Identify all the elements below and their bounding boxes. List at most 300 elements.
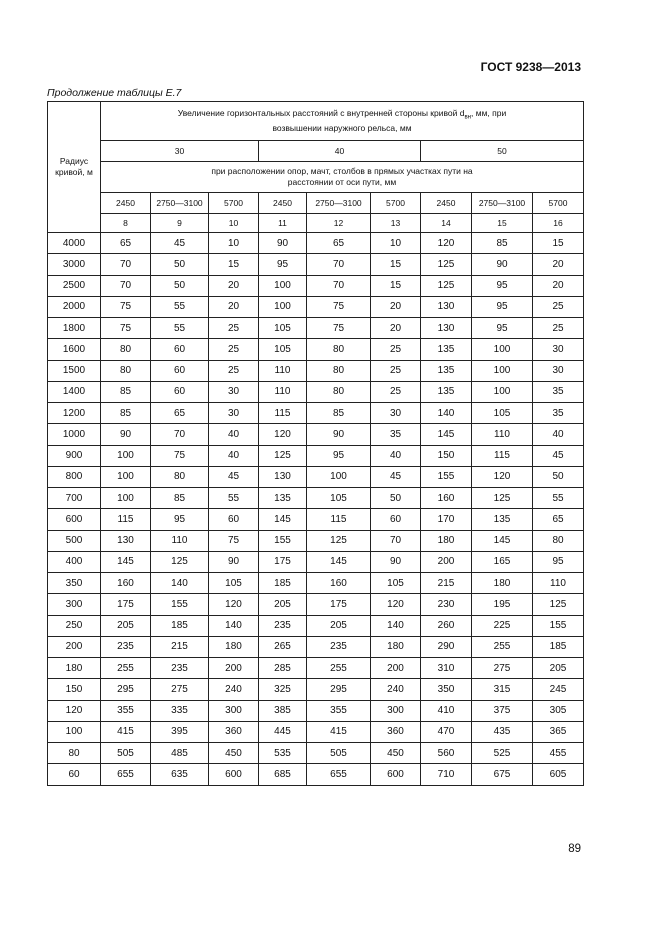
value-cell: 60 bbox=[151, 339, 209, 360]
radius-cell: 500 bbox=[48, 530, 101, 551]
table-row bbox=[48, 509, 584, 530]
value-cell: 75 bbox=[307, 296, 371, 317]
value-cell: 215 bbox=[421, 573, 472, 594]
data-table bbox=[47, 101, 584, 786]
distance-cell: 2450 bbox=[421, 193, 472, 214]
table-row bbox=[48, 488, 584, 509]
value-cell: 100 bbox=[101, 466, 151, 487]
value-cell: 130 bbox=[101, 530, 151, 551]
value-cell: 70 bbox=[307, 275, 371, 296]
table-row bbox=[48, 445, 584, 466]
value-cell: 125 bbox=[472, 488, 533, 509]
distance-cell: 2450 bbox=[101, 193, 151, 214]
value-cell: 165 bbox=[472, 551, 533, 572]
value-cell: 235 bbox=[101, 636, 151, 657]
value-cell: 415 bbox=[307, 721, 371, 742]
distance-cell: 5700 bbox=[371, 193, 421, 214]
table-row bbox=[48, 530, 584, 551]
value-cell: 100 bbox=[472, 360, 533, 381]
value-cell: 410 bbox=[421, 700, 472, 721]
value-cell: 15 bbox=[371, 254, 421, 275]
value-cell: 95 bbox=[472, 296, 533, 317]
value-cell: 200 bbox=[371, 658, 421, 679]
table-row bbox=[48, 318, 584, 339]
value-cell: 225 bbox=[472, 615, 533, 636]
value-cell: 235 bbox=[151, 658, 209, 679]
value-cell: 40 bbox=[209, 445, 259, 466]
radius-header-cell bbox=[48, 102, 101, 233]
value-cell: 30 bbox=[371, 403, 421, 424]
table-row bbox=[48, 275, 584, 296]
distance-row bbox=[48, 193, 584, 214]
radius-cell: 1200 bbox=[48, 403, 101, 424]
value-cell: 110 bbox=[533, 573, 584, 594]
value-cell: 30 bbox=[533, 360, 584, 381]
table-row bbox=[48, 679, 584, 700]
value-cell: 55 bbox=[151, 318, 209, 339]
value-cell: 55 bbox=[533, 488, 584, 509]
value-cell: 150 bbox=[421, 445, 472, 466]
value-cell: 85 bbox=[307, 403, 371, 424]
value-cell: 710 bbox=[421, 764, 472, 785]
distance-cell: 5700 bbox=[209, 193, 259, 214]
value-cell: 160 bbox=[307, 573, 371, 594]
value-cell: 120 bbox=[371, 594, 421, 615]
value-cell: 65 bbox=[307, 233, 371, 254]
value-cell: 95 bbox=[472, 275, 533, 296]
value-cell: 155 bbox=[421, 466, 472, 487]
value-cell: 110 bbox=[259, 360, 307, 381]
value-cell: 65 bbox=[101, 233, 151, 254]
value-cell: 85 bbox=[151, 488, 209, 509]
value-cell: 180 bbox=[209, 636, 259, 657]
value-cell: 40 bbox=[209, 424, 259, 445]
value-cell: 50 bbox=[151, 254, 209, 275]
value-cell: 265 bbox=[259, 636, 307, 657]
value-cell: 130 bbox=[421, 318, 472, 339]
elevation-row bbox=[48, 141, 584, 162]
value-cell: 95 bbox=[307, 445, 371, 466]
value-cell: 450 bbox=[209, 743, 259, 764]
value-cell: 275 bbox=[472, 658, 533, 679]
value-cell: 140 bbox=[209, 615, 259, 636]
table-row bbox=[48, 403, 584, 424]
value-cell: 135 bbox=[421, 339, 472, 360]
value-cell: 675 bbox=[472, 764, 533, 785]
value-cell: 180 bbox=[472, 573, 533, 594]
radius-cell: 1800 bbox=[48, 318, 101, 339]
value-cell: 70 bbox=[371, 530, 421, 551]
value-cell: 135 bbox=[421, 360, 472, 381]
value-cell: 60 bbox=[371, 509, 421, 530]
value-cell: 75 bbox=[151, 445, 209, 466]
value-cell: 275 bbox=[151, 679, 209, 700]
value-cell: 295 bbox=[101, 679, 151, 700]
value-cell: 105 bbox=[259, 318, 307, 339]
value-cell: 20 bbox=[371, 296, 421, 317]
value-cell: 80 bbox=[307, 381, 371, 402]
value-cell: 145 bbox=[101, 551, 151, 572]
value-cell: 600 bbox=[209, 764, 259, 785]
radius-cell: 150 bbox=[48, 679, 101, 700]
radius-cell: 3000 bbox=[48, 254, 101, 275]
main-header-text bbox=[101, 108, 583, 135]
radius-cell: 800 bbox=[48, 466, 101, 487]
distance-cell: 2750—3100 bbox=[307, 193, 371, 214]
table-row bbox=[48, 233, 584, 254]
value-cell: 200 bbox=[209, 658, 259, 679]
value-cell: 15 bbox=[533, 233, 584, 254]
value-cell: 50 bbox=[533, 466, 584, 487]
value-cell: 65 bbox=[151, 403, 209, 424]
value-cell: 450 bbox=[371, 743, 421, 764]
value-cell: 80 bbox=[307, 339, 371, 360]
value-cell: 100 bbox=[307, 466, 371, 487]
radius-cell: 4000 bbox=[48, 233, 101, 254]
value-cell: 50 bbox=[371, 488, 421, 509]
table-row bbox=[48, 764, 584, 785]
column-number-row bbox=[48, 214, 584, 233]
value-cell: 655 bbox=[101, 764, 151, 785]
value-cell: 90 bbox=[259, 233, 307, 254]
value-cell: 135 bbox=[259, 488, 307, 509]
value-cell: 140 bbox=[371, 615, 421, 636]
value-cell: 185 bbox=[533, 636, 584, 657]
value-cell: 135 bbox=[421, 381, 472, 402]
table-row bbox=[48, 573, 584, 594]
radius-cell: 2000 bbox=[48, 296, 101, 317]
value-cell: 95 bbox=[151, 509, 209, 530]
table-row bbox=[48, 424, 584, 445]
column-number-cell: 14 bbox=[421, 214, 472, 233]
value-cell: 235 bbox=[307, 636, 371, 657]
value-cell: 125 bbox=[307, 530, 371, 551]
value-cell: 100 bbox=[259, 275, 307, 296]
value-cell: 100 bbox=[101, 488, 151, 509]
value-cell: 175 bbox=[101, 594, 151, 615]
radius-cell: 400 bbox=[48, 551, 101, 572]
value-cell: 355 bbox=[101, 700, 151, 721]
radius-cell: 900 bbox=[48, 445, 101, 466]
value-cell: 95 bbox=[472, 318, 533, 339]
table-row bbox=[48, 296, 584, 317]
value-cell: 140 bbox=[421, 403, 472, 424]
table-row bbox=[48, 636, 584, 657]
value-cell: 45 bbox=[533, 445, 584, 466]
value-cell: 205 bbox=[533, 658, 584, 679]
table-caption: Продолжение таблицы Е.7 bbox=[47, 87, 182, 99]
value-cell: 355 bbox=[307, 700, 371, 721]
value-cell: 445 bbox=[259, 721, 307, 742]
value-cell: 325 bbox=[259, 679, 307, 700]
column-number-cell: 11 bbox=[259, 214, 307, 233]
table-row bbox=[48, 381, 584, 402]
value-cell: 350 bbox=[421, 679, 472, 700]
value-cell: 15 bbox=[209, 254, 259, 275]
value-cell: 105 bbox=[371, 573, 421, 594]
value-cell: 70 bbox=[307, 254, 371, 275]
column-number-cell: 15 bbox=[472, 214, 533, 233]
value-cell: 120 bbox=[472, 466, 533, 487]
value-cell: 230 bbox=[421, 594, 472, 615]
value-cell: 360 bbox=[371, 721, 421, 742]
value-cell: 100 bbox=[472, 381, 533, 402]
value-cell: 110 bbox=[472, 424, 533, 445]
value-cell: 110 bbox=[151, 530, 209, 551]
value-cell: 50 bbox=[151, 275, 209, 296]
column-number-cell: 10 bbox=[209, 214, 259, 233]
value-cell: 235 bbox=[259, 615, 307, 636]
value-cell: 95 bbox=[533, 551, 584, 572]
value-cell: 300 bbox=[371, 700, 421, 721]
value-cell: 55 bbox=[209, 488, 259, 509]
value-cell: 435 bbox=[472, 721, 533, 742]
value-cell: 120 bbox=[259, 424, 307, 445]
value-cell: 40 bbox=[533, 424, 584, 445]
value-cell: 470 bbox=[421, 721, 472, 742]
value-cell: 305 bbox=[533, 700, 584, 721]
radius-cell: 100 bbox=[48, 721, 101, 742]
value-cell: 525 bbox=[472, 743, 533, 764]
radius-cell: 350 bbox=[48, 573, 101, 594]
value-cell: 160 bbox=[421, 488, 472, 509]
value-cell: 185 bbox=[151, 615, 209, 636]
value-cell: 310 bbox=[421, 658, 472, 679]
column-number-cell: 16 bbox=[533, 214, 584, 233]
table-row bbox=[48, 466, 584, 487]
value-cell: 285 bbox=[259, 658, 307, 679]
value-cell: 20 bbox=[533, 254, 584, 275]
value-cell: 120 bbox=[209, 594, 259, 615]
value-cell: 75 bbox=[101, 318, 151, 339]
value-cell: 115 bbox=[101, 509, 151, 530]
value-cell: 25 bbox=[533, 296, 584, 317]
column-number-cell: 9 bbox=[151, 214, 209, 233]
value-cell: 35 bbox=[533, 403, 584, 424]
value-cell: 125 bbox=[533, 594, 584, 615]
main-header-subscript: вн bbox=[464, 114, 471, 121]
value-cell: 145 bbox=[421, 424, 472, 445]
value-cell: 360 bbox=[209, 721, 259, 742]
value-cell: 25 bbox=[209, 339, 259, 360]
value-cell: 145 bbox=[307, 551, 371, 572]
value-cell: 90 bbox=[307, 424, 371, 445]
value-cell: 10 bbox=[209, 233, 259, 254]
value-cell: 290 bbox=[421, 636, 472, 657]
value-cell: 85 bbox=[101, 381, 151, 402]
value-cell: 60 bbox=[151, 360, 209, 381]
table-row bbox=[48, 339, 584, 360]
radius-cell: 80 bbox=[48, 743, 101, 764]
value-cell: 260 bbox=[421, 615, 472, 636]
value-cell: 140 bbox=[151, 573, 209, 594]
position-header-text: при расположении опор, мачт, столбов в прямых участках пути на расстоянии от оси пути, мм bbox=[211, 166, 473, 187]
value-cell: 75 bbox=[209, 530, 259, 551]
main-header-part-1: Увеличение горизонтальных расстояний с внутренней стороны кривой d bbox=[177, 107, 465, 118]
value-cell: 90 bbox=[371, 551, 421, 572]
value-cell: 200 bbox=[421, 551, 472, 572]
value-cell: 125 bbox=[151, 551, 209, 572]
main-header-part-2: , мм, при возвышении наружного рельса, мм bbox=[272, 107, 507, 134]
value-cell: 185 bbox=[259, 573, 307, 594]
value-cell: 25 bbox=[533, 318, 584, 339]
value-cell: 75 bbox=[101, 296, 151, 317]
value-cell: 115 bbox=[472, 445, 533, 466]
distance-cell: 5700 bbox=[533, 193, 584, 214]
value-cell: 85 bbox=[101, 403, 151, 424]
value-cell: 130 bbox=[421, 296, 472, 317]
value-cell: 145 bbox=[259, 509, 307, 530]
value-cell: 80 bbox=[307, 360, 371, 381]
value-cell: 105 bbox=[209, 573, 259, 594]
value-cell: 365 bbox=[533, 721, 584, 742]
value-cell: 240 bbox=[209, 679, 259, 700]
value-cell: 175 bbox=[307, 594, 371, 615]
table-header bbox=[48, 102, 584, 233]
value-cell: 35 bbox=[533, 381, 584, 402]
radius-cell: 600 bbox=[48, 509, 101, 530]
radius-cell: 1500 bbox=[48, 360, 101, 381]
table-row bbox=[48, 615, 584, 636]
value-cell: 505 bbox=[307, 743, 371, 764]
value-cell: 95 bbox=[259, 254, 307, 275]
value-cell: 125 bbox=[421, 254, 472, 275]
elevation-cell: 50 bbox=[421, 141, 584, 162]
value-cell: 130 bbox=[259, 466, 307, 487]
value-cell: 20 bbox=[371, 318, 421, 339]
value-cell: 30 bbox=[209, 403, 259, 424]
value-cell: 685 bbox=[259, 764, 307, 785]
value-cell: 215 bbox=[151, 636, 209, 657]
value-cell: 30 bbox=[209, 381, 259, 402]
value-cell: 485 bbox=[151, 743, 209, 764]
value-cell: 85 bbox=[472, 233, 533, 254]
value-cell: 20 bbox=[209, 296, 259, 317]
value-cell: 70 bbox=[151, 424, 209, 445]
value-cell: 45 bbox=[371, 466, 421, 487]
value-cell: 100 bbox=[472, 339, 533, 360]
value-cell: 10 bbox=[371, 233, 421, 254]
value-cell: 455 bbox=[533, 743, 584, 764]
radius-cell: 60 bbox=[48, 764, 101, 785]
value-cell: 60 bbox=[209, 509, 259, 530]
value-cell: 385 bbox=[259, 700, 307, 721]
radius-cell: 250 bbox=[48, 615, 101, 636]
value-cell: 20 bbox=[209, 275, 259, 296]
value-cell: 115 bbox=[259, 403, 307, 424]
value-cell: 45 bbox=[209, 466, 259, 487]
value-cell: 155 bbox=[151, 594, 209, 615]
value-cell: 535 bbox=[259, 743, 307, 764]
value-cell: 205 bbox=[259, 594, 307, 615]
value-cell: 125 bbox=[259, 445, 307, 466]
value-cell: 110 bbox=[259, 381, 307, 402]
main-header-cell bbox=[101, 102, 584, 141]
value-cell: 245 bbox=[533, 679, 584, 700]
value-cell: 655 bbox=[307, 764, 371, 785]
page-number: 89 bbox=[568, 843, 581, 855]
value-cell: 105 bbox=[472, 403, 533, 424]
radius-cell: 700 bbox=[48, 488, 101, 509]
value-cell: 55 bbox=[151, 296, 209, 317]
value-cell: 115 bbox=[307, 509, 371, 530]
value-cell: 70 bbox=[101, 254, 151, 275]
radius-cell: 1000 bbox=[48, 424, 101, 445]
value-cell: 605 bbox=[533, 764, 584, 785]
value-cell: 415 bbox=[101, 721, 151, 742]
table-row bbox=[48, 594, 584, 615]
value-cell: 105 bbox=[307, 488, 371, 509]
radius-cell: 180 bbox=[48, 658, 101, 679]
radius-cell: 1600 bbox=[48, 339, 101, 360]
value-cell: 315 bbox=[472, 679, 533, 700]
value-cell: 205 bbox=[101, 615, 151, 636]
value-cell: 25 bbox=[209, 360, 259, 381]
value-cell: 15 bbox=[371, 275, 421, 296]
value-cell: 100 bbox=[259, 296, 307, 317]
radius-cell: 120 bbox=[48, 700, 101, 721]
value-cell: 25 bbox=[371, 339, 421, 360]
value-cell: 80 bbox=[151, 466, 209, 487]
value-cell: 195 bbox=[472, 594, 533, 615]
elevation-cell: 40 bbox=[259, 141, 421, 162]
value-cell: 90 bbox=[101, 424, 151, 445]
value-cell: 145 bbox=[472, 530, 533, 551]
value-cell: 40 bbox=[371, 445, 421, 466]
value-cell: 90 bbox=[472, 254, 533, 275]
value-cell: 375 bbox=[472, 700, 533, 721]
value-cell: 635 bbox=[151, 764, 209, 785]
value-cell: 255 bbox=[472, 636, 533, 657]
value-cell: 90 bbox=[209, 551, 259, 572]
table-row bbox=[48, 721, 584, 742]
position-header-cell bbox=[101, 162, 584, 193]
value-cell: 180 bbox=[421, 530, 472, 551]
value-cell: 60 bbox=[151, 381, 209, 402]
value-cell: 155 bbox=[259, 530, 307, 551]
table-row bbox=[48, 700, 584, 721]
value-cell: 80 bbox=[101, 339, 151, 360]
table-row bbox=[48, 551, 584, 572]
value-cell: 80 bbox=[101, 360, 151, 381]
value-cell: 255 bbox=[307, 658, 371, 679]
value-cell: 25 bbox=[371, 381, 421, 402]
value-cell: 155 bbox=[533, 615, 584, 636]
radius-cell: 2500 bbox=[48, 275, 101, 296]
value-cell: 35 bbox=[371, 424, 421, 445]
table-row bbox=[48, 658, 584, 679]
value-cell: 255 bbox=[101, 658, 151, 679]
value-cell: 300 bbox=[209, 700, 259, 721]
value-cell: 120 bbox=[421, 233, 472, 254]
distance-cell: 2750—3100 bbox=[151, 193, 209, 214]
value-cell: 205 bbox=[307, 615, 371, 636]
value-cell: 70 bbox=[101, 275, 151, 296]
table-body bbox=[48, 233, 584, 786]
column-number-cell: 13 bbox=[371, 214, 421, 233]
radius-cell: 1400 bbox=[48, 381, 101, 402]
value-cell: 160 bbox=[101, 573, 151, 594]
value-cell: 125 bbox=[421, 275, 472, 296]
value-cell: 600 bbox=[371, 764, 421, 785]
distance-cell: 2450 bbox=[259, 193, 307, 214]
radius-cell: 300 bbox=[48, 594, 101, 615]
value-cell: 295 bbox=[307, 679, 371, 700]
value-cell: 65 bbox=[533, 509, 584, 530]
value-cell: 105 bbox=[259, 339, 307, 360]
table-row bbox=[48, 743, 584, 764]
value-cell: 240 bbox=[371, 679, 421, 700]
